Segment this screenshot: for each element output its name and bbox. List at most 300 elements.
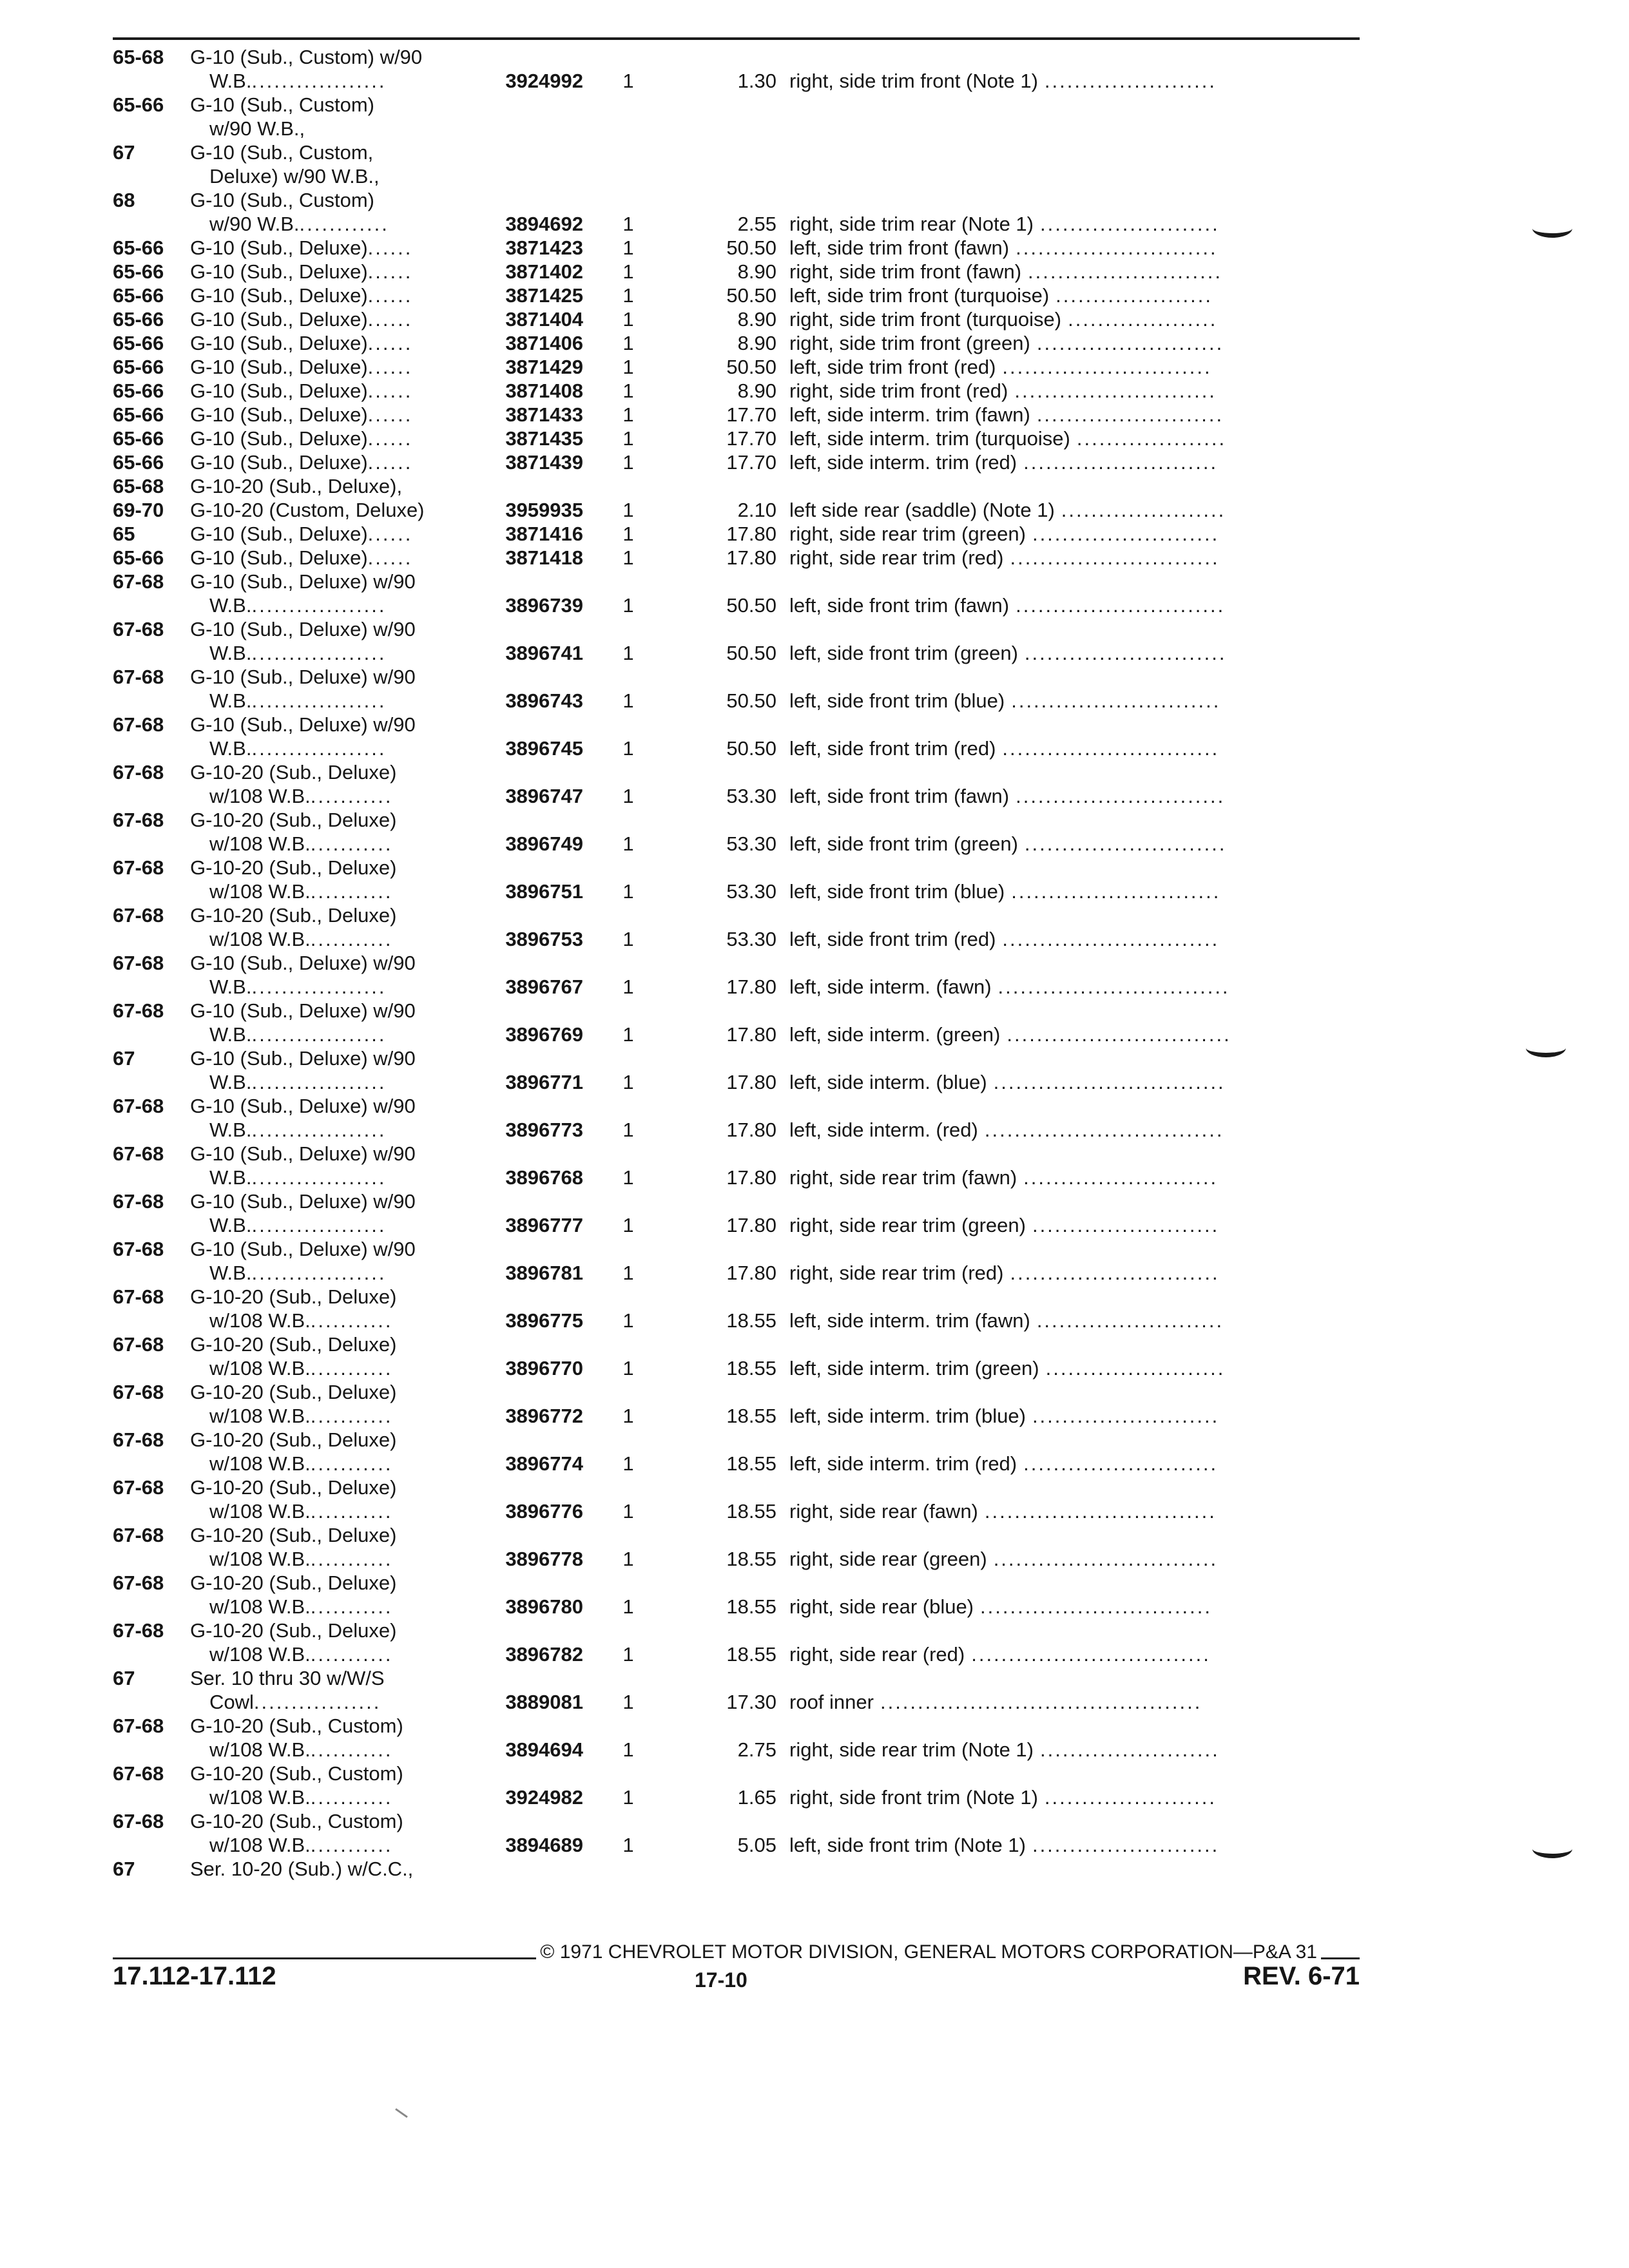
catalog-entry — [113, 1285, 1360, 1332]
description-text: left, side front trim (fawn) — [789, 594, 1010, 617]
description-text: right, side rear (green) — [789, 1548, 987, 1570]
entry-line — [113, 403, 1360, 427]
catalog-entry — [113, 808, 1360, 856]
model-text: G-10-20 (Sub., Deluxe) — [190, 856, 397, 879]
catalog-entry — [113, 498, 1360, 522]
model-years: 65-66 — [113, 236, 164, 259]
list-price: 53.30 — [726, 785, 776, 807]
part-description — [789, 879, 1360, 903]
quantity: 1 — [622, 1166, 634, 1189]
model-text: G-10 (Sub., Deluxe) w/90 — [190, 1142, 416, 1165]
part-description — [789, 522, 1360, 546]
part-description — [789, 1118, 1360, 1142]
part-number: 3896741 — [505, 642, 583, 664]
model-years: 67 — [113, 1858, 135, 1880]
part-number: 3896774 — [505, 1452, 583, 1475]
description-leader-dots: ......................... — [1036, 403, 1224, 426]
catalog-entry — [113, 1380, 1360, 1428]
quantity: 1 — [622, 785, 634, 807]
model-text: G-10-20 (Sub., Deluxe) — [190, 1285, 397, 1308]
model-text: G-10 (Sub., Deluxe) w/90 — [190, 618, 416, 640]
description-text: left, side interm. (blue) — [789, 1071, 987, 1093]
model-text: w/108 W.B. — [209, 1738, 311, 1761]
list-price: 50.50 — [726, 236, 776, 259]
model-leader-dots: .................. — [251, 1166, 387, 1189]
part-number: 3871435 — [505, 427, 583, 450]
list-price: 2.75 — [737, 1738, 776, 1761]
model-text: W.B. — [209, 1071, 252, 1093]
model-application — [190, 45, 577, 69]
entry-continuation-line — [113, 784, 1360, 808]
quantity: 1 — [622, 523, 634, 545]
description-leader-dots: ........................... — [1014, 380, 1217, 402]
catalog-entry — [113, 450, 1360, 474]
model-text: w/108 W.B. — [209, 1548, 311, 1570]
description-leader-dots: .................... — [1068, 308, 1218, 331]
entry-continuation-line — [113, 1785, 1360, 1809]
part-description — [789, 355, 1360, 379]
entry-continuation-line — [113, 927, 1360, 951]
description-text: right, side front trim (Note 1) — [789, 1786, 1038, 1809]
part-number: 3896753 — [505, 928, 583, 950]
list-price: 50.50 — [726, 594, 776, 617]
model-text: W.B. — [209, 1262, 252, 1284]
description-text: right, side rear trim (green) — [789, 1214, 1026, 1236]
model-text: G-10 (Sub., Custom) — [190, 189, 374, 211]
entry-line — [113, 188, 1360, 212]
model-years: 67-68 — [113, 761, 164, 783]
part-number: 3896767 — [505, 975, 583, 998]
list-price: 1.65 — [737, 1786, 776, 1809]
description-leader-dots: .......................... — [1023, 451, 1219, 474]
description-text: right, side rear (fawn) — [789, 1500, 978, 1523]
part-description — [789, 307, 1360, 331]
catalog-entry — [113, 1809, 1360, 1857]
model-text: w/90 W.B., — [209, 117, 305, 140]
description-text: left, side interm. trim (red) — [789, 1452, 1017, 1475]
part-number: 3871402 — [505, 260, 583, 283]
entry-line — [113, 331, 1360, 355]
model-application — [190, 140, 577, 164]
description-text: right, side trim front (red) — [789, 380, 1008, 402]
model-leader-dots: .................. — [251, 1119, 387, 1141]
model-text: W.B. — [209, 1166, 252, 1189]
model-text: w/90 W.B. — [209, 213, 300, 235]
quantity: 1 — [622, 427, 634, 450]
entry-line — [113, 1189, 1360, 1213]
part-number: 3924992 — [505, 70, 583, 92]
model-application — [190, 1428, 577, 1452]
part-number: 3896771 — [505, 1071, 583, 1093]
model-text: w/108 W.B. — [209, 1786, 311, 1809]
model-text: G-10-20 (Sub., Custom) — [190, 1810, 403, 1832]
list-price: 18.55 — [726, 1500, 776, 1523]
entry-continuation-line — [113, 689, 1360, 713]
entry-continuation-line — [113, 69, 1360, 93]
description-leader-dots: ..................... — [1055, 284, 1213, 307]
quantity: 1 — [622, 451, 634, 474]
list-price: 18.55 — [726, 1643, 776, 1666]
description-leader-dots: ............................... — [984, 1500, 1217, 1523]
model-text: w/108 W.B. — [209, 1309, 311, 1332]
model-application — [190, 474, 577, 498]
model-text: G-10-20 (Sub., Deluxe) — [190, 761, 397, 783]
list-price: 50.50 — [726, 642, 776, 664]
part-number: 3871433 — [505, 403, 583, 426]
description-leader-dots: ............................. — [1002, 737, 1220, 760]
model-years: 65-66 — [113, 403, 164, 426]
list-price: 50.50 — [726, 737, 776, 760]
part-description — [789, 1166, 1360, 1189]
list-price: 53.30 — [726, 928, 776, 950]
description-leader-dots: ................................ — [971, 1643, 1211, 1666]
entry-line — [113, 1571, 1360, 1595]
list-price: 17.80 — [726, 1119, 776, 1141]
part-number: 3896749 — [505, 832, 583, 855]
entry-continuation-line — [113, 1452, 1360, 1475]
part-number: 3896751 — [505, 880, 583, 903]
model-leader-dots: ...... — [367, 523, 413, 545]
description-text: left, side front trim (green) — [789, 832, 1018, 855]
model-text: W.B. — [209, 689, 252, 712]
model-text: G-10 (Sub., Deluxe) w/90 — [190, 570, 416, 593]
model-years: 69-70 — [113, 499, 164, 521]
entry-line — [113, 1475, 1360, 1499]
quantity: 1 — [622, 260, 634, 283]
model-leader-dots: ...... — [367, 260, 413, 283]
list-price: 17.80 — [726, 975, 776, 998]
model-years: 67-68 — [113, 904, 164, 927]
description-text: right, side rear trim (Note 1) — [789, 1738, 1034, 1761]
description-text: right, side rear (blue) — [789, 1595, 974, 1618]
model-years: 67-68 — [113, 1476, 164, 1499]
catalog-entry — [113, 284, 1360, 307]
model-years: 67-68 — [113, 856, 164, 879]
quantity: 1 — [622, 1738, 634, 1761]
model-text: Ser. 10 thru 30 w/W/S — [190, 1667, 385, 1689]
part-description — [789, 1023, 1360, 1046]
description-text: left, side interm. trim (fawn) — [789, 1309, 1030, 1332]
part-description — [789, 331, 1360, 355]
model-years: 67-68 — [113, 1190, 164, 1213]
entry-line — [113, 498, 1360, 522]
model-text: G-10 (Sub., Deluxe) w/90 — [190, 999, 416, 1022]
quantity: 1 — [622, 213, 634, 235]
part-number: 3889081 — [505, 1691, 583, 1713]
model-leader-dots: ...... — [367, 546, 413, 569]
description-text: left, side front trim (red) — [789, 928, 996, 950]
catalog-entry — [113, 474, 1360, 498]
part-description — [789, 1452, 1360, 1475]
description-text: left, side trim front (fawn) — [789, 236, 1010, 259]
part-number: 3871416 — [505, 523, 583, 545]
description-text: right, side rear trim (fawn) — [789, 1166, 1017, 1189]
model-text: G-10 (Sub., Deluxe) — [190, 284, 368, 307]
model-application — [190, 665, 577, 689]
model-application — [190, 1475, 577, 1499]
description-leader-dots: ......................... — [1032, 1405, 1220, 1427]
quantity: 1 — [622, 1405, 634, 1427]
model-text: W.B. — [209, 1023, 252, 1046]
model-years: 67-68 — [113, 570, 164, 593]
entry-continuation-line — [113, 117, 1360, 140]
entry-continuation-line — [113, 1404, 1360, 1428]
model-application — [190, 1666, 577, 1690]
description-text: roof inner — [789, 1691, 874, 1713]
model-application — [190, 1809, 577, 1833]
entry-continuation-line — [113, 641, 1360, 665]
model-years: 67-68 — [113, 952, 164, 974]
model-leader-dots: ...... — [367, 332, 413, 354]
model-text: w/108 W.B. — [209, 1643, 311, 1666]
entry-continuation-line — [113, 1070, 1360, 1094]
description-leader-dots: ................................ — [984, 1119, 1224, 1141]
description-leader-dots: .................... — [1076, 427, 1227, 450]
part-description — [789, 1404, 1360, 1428]
entry-line — [113, 1237, 1360, 1261]
part-number: 3896777 — [505, 1214, 583, 1236]
description-leader-dots: ....................... — [1044, 1786, 1217, 1809]
entry-line — [113, 903, 1360, 927]
entry-line — [113, 665, 1360, 689]
description-leader-dots: ............................ — [1011, 689, 1221, 712]
entry-continuation-line — [113, 975, 1360, 999]
part-description — [789, 403, 1360, 427]
quantity: 1 — [622, 70, 634, 92]
entry-line — [113, 999, 1360, 1023]
entry-line — [113, 1094, 1360, 1118]
model-application — [190, 713, 577, 736]
model-text: G-10 (Sub., Deluxe) w/90 — [190, 1190, 416, 1213]
model-text: G-10-20 (Sub., Deluxe), — [190, 475, 403, 497]
entry-continuation-line — [113, 1499, 1360, 1523]
quantity: 1 — [622, 1214, 634, 1236]
entry-line — [113, 1666, 1360, 1690]
part-description — [789, 498, 1360, 522]
model-application — [209, 117, 577, 140]
description-text: left, side interm. trim (blue) — [789, 1405, 1026, 1427]
model-application — [190, 1571, 577, 1595]
entry-line — [113, 713, 1360, 736]
list-price: 5.05 — [737, 1834, 776, 1856]
catalog-entry — [113, 1714, 1360, 1762]
list-price: 18.55 — [726, 1595, 776, 1618]
description-leader-dots: .......................... — [1023, 1166, 1219, 1189]
list-price: 17.70 — [726, 427, 776, 450]
part-description — [789, 784, 1360, 808]
model-years: 65-66 — [113, 93, 164, 116]
part-description — [789, 379, 1360, 403]
list-price: 18.55 — [726, 1309, 776, 1332]
model-leader-dots: ........... — [310, 1786, 393, 1809]
part-number: 3871404 — [505, 308, 583, 331]
part-description — [789, 1738, 1360, 1762]
model-application — [190, 1285, 577, 1309]
catalog-entry — [113, 999, 1360, 1046]
model-text: w/108 W.B. — [209, 1834, 311, 1856]
description-text: right, side rear trim (red) — [789, 1262, 1004, 1284]
part-number: 3896769 — [505, 1023, 583, 1046]
catalog-entry — [113, 379, 1360, 403]
model-text: w/108 W.B. — [209, 785, 311, 807]
entry-line — [113, 951, 1360, 975]
catalog-entry — [113, 45, 1360, 93]
model-text: Cowl — [209, 1691, 254, 1713]
part-description — [789, 1785, 1360, 1809]
catalog-entry — [113, 236, 1360, 260]
list-price: 8.90 — [737, 260, 776, 283]
model-text: G-10 (Sub., Deluxe) — [190, 403, 368, 426]
quantity: 1 — [622, 1262, 634, 1284]
list-price: 53.30 — [726, 880, 776, 903]
model-leader-dots: .................. — [251, 1262, 387, 1284]
part-description — [789, 69, 1360, 93]
model-text: G-10-20 (Sub., Deluxe) — [190, 904, 397, 927]
part-description — [789, 427, 1360, 450]
entry-continuation-line — [113, 164, 1360, 188]
description-text: left, side front trim (red) — [789, 737, 996, 760]
part-number: 3871425 — [505, 284, 583, 307]
catalog-entry — [113, 403, 1360, 427]
scan-speck — [395, 2108, 408, 2118]
model-text: W.B. — [209, 975, 252, 998]
catalog-entry — [113, 760, 1360, 808]
catalog-entry — [113, 1094, 1360, 1142]
quantity: 1 — [622, 1643, 634, 1666]
catalog-entry — [113, 1571, 1360, 1619]
quantity: 1 — [622, 236, 634, 259]
entry-continuation-line — [113, 1166, 1360, 1189]
part-number: 3871423 — [505, 236, 583, 259]
description-leader-dots: ............................ — [1016, 785, 1226, 807]
model-leader-dots: ...... — [367, 236, 413, 259]
catalog-entry — [113, 1762, 1360, 1809]
list-price: 18.55 — [726, 1452, 776, 1475]
part-number: 3896782 — [505, 1643, 583, 1666]
entry-line — [113, 260, 1360, 284]
quantity: 1 — [622, 689, 634, 712]
list-price: 2.55 — [737, 213, 776, 235]
quantity: 1 — [622, 284, 634, 307]
model-text: G-10 (Sub., Deluxe) w/90 — [190, 666, 416, 688]
entry-continuation-line — [113, 1023, 1360, 1046]
entry-continuation-line — [113, 1118, 1360, 1142]
quantity: 1 — [622, 308, 634, 331]
model-text: G-10 (Sub., Custom, — [190, 141, 374, 164]
entry-line — [113, 617, 1360, 641]
part-description — [789, 1261, 1360, 1285]
list-price: 17.70 — [726, 403, 776, 426]
catalog-entry — [113, 1046, 1360, 1094]
description-leader-dots: .......................... — [1023, 1452, 1219, 1475]
part-number: 3894694 — [505, 1738, 583, 1761]
description-leader-dots: ......................... — [1036, 1309, 1224, 1332]
quantity: 1 — [622, 594, 634, 617]
list-price: 17.80 — [726, 1166, 776, 1189]
entry-line — [113, 1809, 1360, 1833]
quantity: 1 — [622, 642, 634, 664]
list-price: 8.90 — [737, 380, 776, 402]
model-years: 67-68 — [113, 1571, 164, 1594]
part-number: 3896775 — [505, 1309, 583, 1332]
part-number: 3896778 — [505, 1548, 583, 1570]
entry-continuation-line — [113, 879, 1360, 903]
model-application — [190, 1332, 577, 1356]
description-leader-dots: ............................... — [993, 1071, 1226, 1093]
description-text: left, side interm. trim (turquoise) — [789, 427, 1070, 450]
part-description — [789, 927, 1360, 951]
model-leader-dots: .................. — [251, 1023, 387, 1046]
description-leader-dots: .......................... — [1028, 260, 1222, 283]
model-text: G-10 (Sub., Deluxe) — [190, 308, 368, 331]
quantity: 1 — [622, 1548, 634, 1570]
model-years: 67-68 — [113, 713, 164, 736]
model-text: G-10 (Sub., Deluxe) — [190, 451, 368, 474]
description-leader-dots: ............................ — [1002, 356, 1212, 378]
model-leader-dots: .................. — [251, 70, 387, 92]
entry-continuation-line — [113, 1309, 1360, 1332]
model-leader-dots: ........... — [310, 1309, 393, 1332]
entry-continuation-line — [113, 832, 1360, 856]
entry-line — [113, 379, 1360, 403]
description-leader-dots: ........................... — [1024, 642, 1227, 664]
description-leader-dots: ....................... — [1044, 70, 1217, 92]
list-price: 17.30 — [726, 1691, 776, 1713]
model-text: G-10 (Sub., Deluxe) w/90 — [190, 1095, 416, 1117]
entry-line — [113, 1762, 1360, 1785]
model-text: w/108 W.B. — [209, 832, 311, 855]
quantity: 1 — [622, 737, 634, 760]
list-price: 17.80 — [726, 1071, 776, 1093]
model-leader-dots: ........... — [310, 928, 393, 950]
quantity: 1 — [622, 1500, 634, 1523]
entry-line — [113, 760, 1360, 784]
part-description — [789, 1547, 1360, 1571]
model-text: G-10-20 (Sub., Deluxe) — [190, 1428, 397, 1451]
entry-line — [113, 808, 1360, 832]
list-price: 17.80 — [726, 546, 776, 569]
quantity: 1 — [622, 380, 634, 402]
catalog-entry — [113, 188, 1360, 236]
model-text: W.B. — [209, 594, 252, 617]
part-number: 3871408 — [505, 380, 583, 402]
model-years: 67-68 — [113, 1762, 164, 1785]
quantity: 1 — [622, 1786, 634, 1809]
list-price: 17.70 — [726, 451, 776, 474]
description-text: left, side interm. trim (fawn) — [789, 403, 1030, 426]
list-price: 18.55 — [726, 1357, 776, 1379]
entry-line — [113, 856, 1360, 879]
model-leader-dots: ................. — [253, 1691, 381, 1713]
model-application — [190, 903, 577, 927]
entry-line — [113, 1857, 1360, 1881]
list-price: 17.80 — [726, 523, 776, 545]
list-price: 50.50 — [726, 689, 776, 712]
part-description — [789, 689, 1360, 713]
description-text: right, side trim rear (Note 1) — [789, 213, 1034, 235]
model-text: G-10-20 (Sub., Deluxe) — [190, 1524, 397, 1546]
entry-continuation-line — [113, 1213, 1360, 1237]
description-leader-dots: ........................................... — [880, 1691, 1202, 1713]
model-text: G-10 (Sub., Deluxe) — [190, 523, 368, 545]
part-number: 3896772 — [505, 1405, 583, 1427]
catalog-entry — [113, 331, 1360, 355]
part-number: 3896743 — [505, 689, 583, 712]
entry-continuation-line — [113, 593, 1360, 617]
entry-line — [113, 236, 1360, 260]
catalog-entry — [113, 93, 1360, 140]
quantity: 1 — [622, 546, 634, 569]
